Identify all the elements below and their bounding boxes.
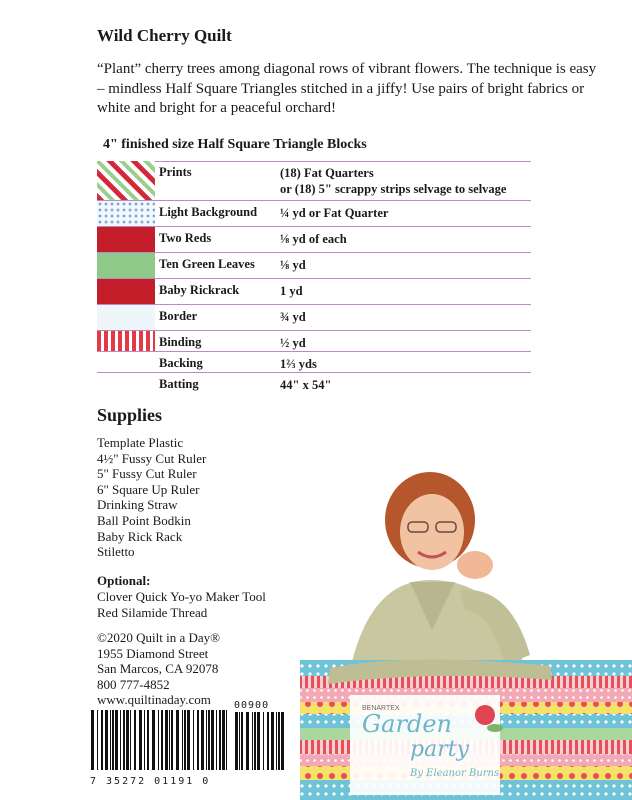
material-row (97, 227, 531, 253)
barcode (90, 710, 232, 770)
supply-item: 5" Fussy Cut Ruler (97, 466, 197, 482)
material-name: Border (159, 309, 198, 323)
material-amount: ⅛ yd of each (280, 232, 347, 246)
supply-item: 6" Square Up Ruler (97, 481, 200, 497)
contact-line: San Marcos, CA 92078 (97, 661, 219, 677)
barcode-number: 7 35272 01191 0 (90, 776, 211, 787)
material-name: Baby Rickrack (159, 283, 240, 297)
contact-line: 800 777-4852 (97, 676, 170, 692)
optional-item: Clover Quick Yo-yo Maker Tool (97, 589, 266, 604)
benartex-text: BENARTEX (362, 705, 400, 712)
material-amount: ¾ yd (280, 310, 306, 324)
material-amount: 1⅔ yds (280, 357, 317, 371)
fabric-swatch (97, 373, 155, 391)
optional-list (97, 589, 266, 620)
table-title: 4" finished size Half Square Triangle Blocks (103, 137, 367, 152)
fabric-swatch (97, 305, 155, 330)
fabric-swatch (97, 279, 155, 304)
fabric-swatch (97, 331, 155, 351)
hand (457, 551, 493, 579)
material-name: Batting (159, 377, 199, 391)
barcode-addon-number: 00900 (234, 700, 270, 711)
page-title: Wild Cherry Quilt (97, 26, 232, 45)
supply-item: Ball Point Bodkin (97, 512, 191, 528)
intro-paragraph: “Plant” cherry trees among diagonal rows of vibrant flowers. The technique is easy – mindless Half Square Triangles stitched in a jiffy! Use pairs of bright fabrics or white and bright for a peaceful orchard! (97, 61, 597, 116)
material-name: Ten Green Leaves (159, 257, 255, 271)
contact-line: 1955 Diamond Street (97, 645, 209, 661)
optional-heading: Optional: (97, 573, 151, 588)
material-amount: 1 yd (280, 284, 303, 298)
supplies-heading: Supplies (97, 405, 163, 425)
contact-line: ©2020 Quilt in a Day® (97, 630, 221, 645)
supply-item: Baby Rick Rack (97, 528, 183, 544)
material-row (97, 331, 531, 352)
fabric-swatch (97, 201, 155, 226)
contact-line: www.quiltinaday.com (97, 692, 211, 708)
byline-text: By Eleanor Burns (410, 768, 500, 779)
material-amount: 44" x 54" (280, 378, 332, 392)
material-amount: ⅛ yd (280, 258, 306, 272)
supplies-list (97, 435, 206, 560)
material-row (97, 305, 531, 331)
rose-icon (475, 705, 495, 725)
supply-item: 4½" Fussy Cut Ruler (97, 450, 207, 466)
barcode-addon (234, 712, 284, 770)
material-row (97, 352, 531, 373)
material-row (97, 161, 531, 201)
material-name: Two Reds (159, 231, 212, 245)
material-name: Light Background (159, 205, 258, 219)
product-photo (290, 470, 632, 800)
party-text: party (410, 737, 469, 762)
fabric-swatch (97, 253, 155, 278)
material-name: Backing (159, 356, 203, 370)
contact-block (97, 630, 220, 708)
material-row (97, 253, 531, 279)
fabric-swatch (97, 161, 155, 200)
material-row (97, 279, 531, 305)
material-row (97, 201, 531, 227)
supply-item: Drinking Straw (97, 497, 178, 513)
fabric-swatch (97, 352, 155, 372)
material-amount: ½ yd (280, 336, 306, 350)
supply-item: Stiletto (97, 544, 135, 560)
material-name: Binding (159, 335, 202, 349)
fabric-swatch (97, 227, 155, 252)
material-amount: ¼ yd or Fat Quarter (280, 206, 389, 220)
material-name: Prints (159, 165, 192, 179)
material-row (97, 373, 531, 391)
supply-item: Template Plastic (97, 435, 184, 450)
garden-text: Garden (362, 710, 452, 738)
materials-table (97, 161, 531, 391)
optional-item: Red Silamide Thread (97, 604, 208, 620)
material-amount: (18) Fat Quarters or (18) 5" scrappy strips selvage to selvage (280, 166, 507, 196)
